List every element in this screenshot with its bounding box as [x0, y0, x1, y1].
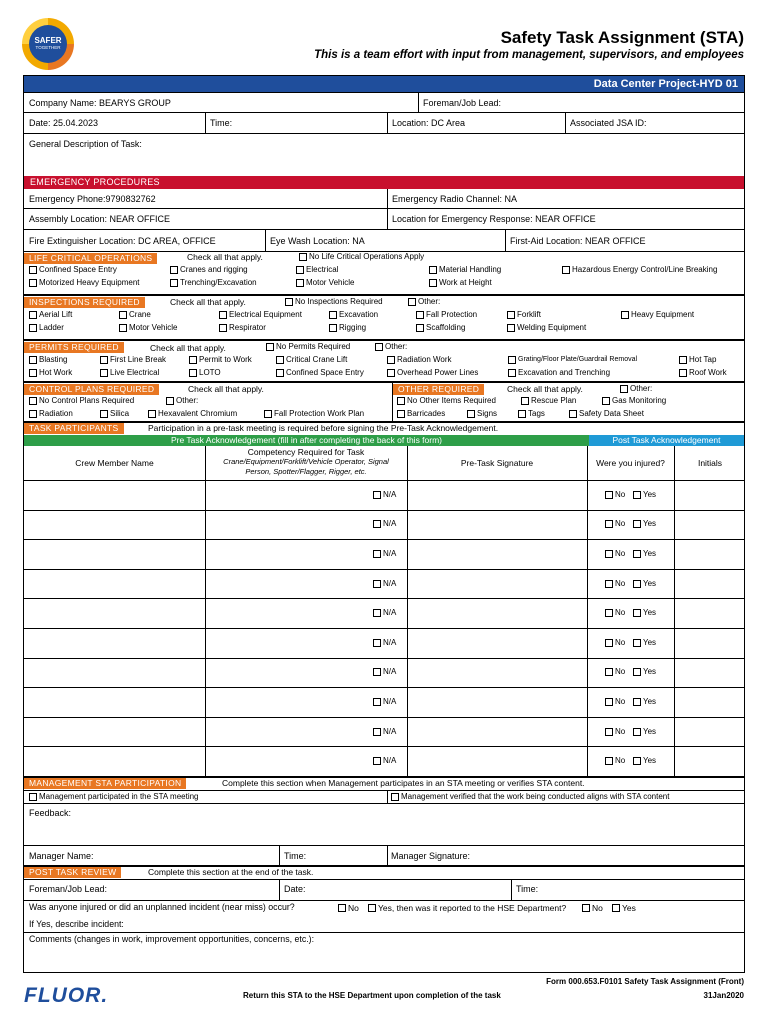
- trenching-excavation-checkbox[interactable]: Trenching/Excavation: [170, 278, 257, 288]
- reported-no-checkbox[interactable]: No: [582, 903, 603, 913]
- permits-header: PERMITS REQUIRED: [24, 342, 124, 353]
- task-participants-instruction: Participation in a pre-task meeting is required before signing the Pre-Task Acknowledgement.: [148, 423, 499, 433]
- post-task-review-instruction: Complete this section at the end of the task.: [148, 867, 314, 877]
- competency-na-checkbox[interactable]: N/A: [373, 608, 396, 618]
- logo-text: SAFER: [34, 36, 62, 46]
- loto-checkbox[interactable]: LOTO: [189, 368, 221, 378]
- scaffolding-checkbox[interactable]: Scaffolding: [416, 323, 465, 333]
- respirator-checkbox[interactable]: Respirator: [219, 323, 266, 333]
- manager-signature-field[interactable]: Manager Signature:: [391, 851, 471, 861]
- fluor-logo: FLUOR.: [24, 984, 109, 1007]
- injured-yes-checkbox[interactable]: Yes: [633, 608, 656, 618]
- fire-extinguisher-location-field[interactable]: Fire Extinguisher Location: DC AREA, OFFICE: [29, 235, 216, 246]
- inspections-header: INSPECTIONS REQUIRED: [24, 297, 145, 308]
- col-competency-title: Competency Required for Task: [247, 447, 365, 457]
- radiation-plan-checkbox[interactable]: Radiation: [29, 409, 73, 419]
- injured-no-checkbox[interactable]: No: [605, 519, 625, 529]
- welding-equipment-checkbox[interactable]: Welding Equipment: [507, 323, 586, 333]
- injured-no-checkbox[interactable]: No: [605, 490, 625, 500]
- incident-no-checkbox[interactable]: No: [338, 903, 359, 913]
- initials-cell[interactable]: [674, 539, 746, 569]
- injured-no-checkbox[interactable]: No: [605, 756, 625, 766]
- material-handling-checkbox[interactable]: Material Handling: [429, 265, 501, 275]
- page-title: Safety Task Assignment (STA): [500, 28, 744, 47]
- inspections-instruction: Check all that apply.: [170, 297, 246, 307]
- manager-time-field[interactable]: Time:: [284, 851, 307, 861]
- competency-na-checkbox[interactable]: N/A: [373, 638, 396, 648]
- first-line-break-checkbox[interactable]: First Line Break: [100, 355, 166, 365]
- signs-checkbox[interactable]: Signs: [467, 409, 497, 419]
- motor-vehicle-inspection-checkbox[interactable]: Motor Vehicle: [119, 323, 177, 333]
- col-initials: Initials: [697, 458, 723, 468]
- heavy-equipment-checkbox[interactable]: Heavy Equipment: [621, 310, 694, 320]
- ladder-checkbox[interactable]: Ladder: [29, 323, 64, 333]
- date-field[interactable]: Date: 25.04.2023: [29, 118, 99, 128]
- injured-yes-checkbox[interactable]: Yes: [633, 697, 656, 707]
- post-foreman-field[interactable]: Foreman/Job Lead:: [29, 884, 108, 894]
- manager-name-field[interactable]: Manager Name:: [29, 851, 94, 861]
- fall-protection-checkbox[interactable]: Fall Protection: [416, 310, 477, 320]
- no-control-plans-checkbox[interactable]: No Control Plans Required: [29, 396, 134, 406]
- safer-together-logo: [22, 18, 74, 70]
- motorized-heavy-equipment-checkbox[interactable]: Motorized Heavy Equipment: [29, 278, 140, 288]
- injured-yes-checkbox[interactable]: Yes: [633, 519, 656, 529]
- jsa-id-field[interactable]: Associated JSA ID:: [570, 118, 647, 128]
- general-description-field[interactable]: General Description of Task:: [29, 139, 142, 149]
- other-required-instruction: Check all that apply.: [507, 384, 583, 394]
- crew-name-cell[interactable]: [24, 598, 205, 628]
- pre-task-signature-cell[interactable]: [407, 717, 587, 747]
- rescue-plan-checkbox[interactable]: Rescue Plan: [521, 396, 576, 406]
- injured-no-checkbox[interactable]: No: [605, 608, 625, 618]
- confined-space-permit-checkbox[interactable]: Confined Space Entry: [276, 368, 364, 378]
- gas-monitoring-checkbox[interactable]: Gas Monitoring: [602, 396, 666, 406]
- excavation-trenching-checkbox[interactable]: Excavation and Trenching: [508, 368, 610, 378]
- crew-name-cell[interactable]: [24, 510, 205, 540]
- radio-channel-field[interactable]: Emergency Radio Channel: NA: [392, 193, 518, 204]
- other-required-header: OTHER REQUIRED: [393, 384, 484, 395]
- management-instruction: Complete this section when Management participates in an STA meeting or verifies STA content.: [222, 778, 585, 788]
- initials-cell[interactable]: [674, 628, 746, 658]
- incident-yes-checkbox[interactable]: Yes, then was it reported to the HSE Department?: [368, 903, 566, 913]
- management-verified-checkbox[interactable]: Management verified that the work being conducted aligns with STA content: [391, 792, 669, 802]
- fall-protection-plan-checkbox[interactable]: Fall Protection Work Plan: [264, 409, 364, 419]
- crew-name-cell[interactable]: [24, 746, 205, 776]
- col-injured: Were you injured?: [596, 458, 665, 468]
- permits-instruction: Check all that apply.: [150, 343, 226, 353]
- pre-task-ack-bar: Pre Task Acknowledgement (fill in after completing the back of this form): [24, 435, 589, 446]
- barricades-checkbox[interactable]: Barricades: [397, 409, 445, 419]
- control-plans-instruction: Check all that apply.: [188, 384, 264, 394]
- radiation-work-checkbox[interactable]: Radiation Work: [387, 355, 452, 365]
- crew-table: [24, 446, 744, 776]
- pre-task-signature-cell[interactable]: [407, 598, 587, 628]
- management-header: MANAGEMENT STA PARTICIPATION: [24, 778, 186, 789]
- injured-yes-checkbox[interactable]: Yes: [633, 490, 656, 500]
- injured-no-checkbox[interactable]: No: [605, 579, 625, 589]
- control-plans-header: CONTROL PLANS REQUIRED: [24, 384, 159, 395]
- injured-no-checkbox[interactable]: No: [605, 549, 625, 559]
- post-task-ack-bar: Post Task Acknowledgement: [589, 435, 744, 446]
- pre-task-signature-cell[interactable]: [407, 746, 587, 776]
- no-permits-checkbox[interactable]: No Permits Required: [266, 342, 350, 352]
- injured-no-checkbox[interactable]: No: [605, 638, 625, 648]
- competency-na-checkbox[interactable]: N/A: [373, 579, 396, 589]
- time-field[interactable]: Time:: [210, 118, 233, 128]
- hexavalent-chromium-checkbox[interactable]: Hexavalent Chromium: [148, 409, 237, 419]
- pre-task-signature-cell[interactable]: [407, 628, 587, 658]
- location-field[interactable]: Location: DC Area: [392, 118, 466, 128]
- crew-name-cell[interactable]: [24, 480, 205, 510]
- inspections-other-checkbox[interactable]: Other:: [408, 297, 440, 307]
- crew-name-cell[interactable]: [24, 687, 205, 717]
- pre-task-signature-cell[interactable]: [407, 569, 587, 599]
- crane-checkbox[interactable]: Crane: [119, 310, 151, 320]
- task-participants-header: TASK PARTICIPANTS: [24, 423, 124, 434]
- other-required-other-checkbox[interactable]: Other:: [620, 384, 652, 394]
- blasting-checkbox[interactable]: Blasting: [29, 355, 67, 365]
- emergency-response-location-field[interactable]: Location for Emergency Response: NEAR OFFICE: [392, 214, 596, 224]
- hazardous-energy-checkbox[interactable]: Hazardous Energy Control/Line Breaking: [562, 265, 717, 275]
- injured-yes-checkbox[interactable]: Yes: [633, 727, 656, 737]
- competency-na-checkbox[interactable]: N/A: [373, 727, 396, 737]
- confined-space-checkbox[interactable]: Confined Space Entry: [29, 265, 117, 275]
- initials-cell[interactable]: [674, 569, 746, 599]
- form-id: Form 000.653.F0101 Safety Task Assignment (Front): [546, 977, 744, 986]
- pre-task-signature-cell[interactable]: [407, 658, 587, 688]
- injured-no-checkbox[interactable]: No: [605, 697, 625, 707]
- crew-name-cell[interactable]: [24, 628, 205, 658]
- life-critical-header: LIFE CRITICAL OPERATIONS: [24, 253, 157, 264]
- injured-yes-checkbox[interactable]: Yes: [633, 579, 656, 589]
- excavation-checkbox[interactable]: Excavation: [329, 310, 378, 320]
- silica-checkbox[interactable]: Silica: [100, 409, 129, 419]
- crew-name-cell[interactable]: [24, 717, 205, 747]
- injured-yes-checkbox[interactable]: Yes: [633, 667, 656, 677]
- competency-na-checkbox[interactable]: N/A: [373, 549, 396, 559]
- control-plans-other-checkbox[interactable]: Other:: [166, 396, 198, 406]
- aerial-lift-checkbox[interactable]: Aerial Lift: [29, 310, 72, 320]
- pre-task-signature-cell[interactable]: [407, 510, 587, 540]
- form-date: 31Jan2020: [703, 991, 744, 1000]
- feedback-field[interactable]: Feedback:: [29, 808, 72, 818]
- incident-question: Was anyone injured or did an unplanned incident (near miss) occur?: [29, 902, 295, 912]
- safety-data-sheet-checkbox[interactable]: Safety Data Sheet: [569, 409, 644, 419]
- electrical-equipment-checkbox[interactable]: Electrical Equipment: [219, 310, 302, 320]
- company-name-field[interactable]: Company Name: BEARYS GROUP: [29, 97, 171, 108]
- initials-cell[interactable]: [674, 480, 746, 510]
- initials-cell[interactable]: [674, 687, 746, 717]
- injured-no-checkbox[interactable]: No: [605, 667, 625, 677]
- no-other-items-checkbox[interactable]: No Other Items Required: [397, 396, 496, 406]
- injured-yes-checkbox[interactable]: Yes: [633, 549, 656, 559]
- initials-cell[interactable]: [674, 717, 746, 747]
- competency-na-checkbox[interactable]: N/A: [373, 519, 396, 529]
- project-bar: Data Center Project-HYD 01: [24, 76, 744, 92]
- post-date-field[interactable]: Date:: [284, 884, 306, 894]
- pre-task-signature-cell[interactable]: [407, 480, 587, 510]
- return-note: Return this STA to the HSE Department upon completion of the task: [243, 991, 501, 1000]
- injured-yes-checkbox[interactable]: Yes: [633, 638, 656, 648]
- electrical-checkbox[interactable]: Electrical: [296, 265, 338, 275]
- work-at-height-checkbox[interactable]: Work at Height: [429, 278, 492, 288]
- no-life-critical-checkbox[interactable]: No Life Critical Operations Apply: [299, 252, 424, 262]
- comments-field[interactable]: Comments (changes in work, improvement opportunities, concerns, etc.):: [29, 934, 315, 944]
- post-task-review-header: POST TASK REVIEW: [24, 867, 121, 878]
- page-subtitle: This is a team effort with input from management, supervisors, and employees: [314, 49, 744, 61]
- sta-form: [23, 75, 745, 973]
- motor-vehicle-checkbox[interactable]: Motor Vehicle: [296, 278, 354, 288]
- pre-task-signature-cell[interactable]: [407, 687, 587, 717]
- overhead-power-lines-checkbox[interactable]: Overhead Power Lines: [387, 368, 478, 378]
- initials-cell[interactable]: [674, 510, 746, 540]
- post-time-field[interactable]: Time:: [516, 884, 539, 894]
- competency-na-checkbox[interactable]: N/A: [373, 667, 396, 677]
- col-competency-detail: Crane/Equipment/Forklift/Vehicle Operator, Signal Person, Spotter/Flagger, Rigger, etc.: [223, 457, 389, 476]
- describe-incident-field[interactable]: If Yes, describe incident:: [29, 919, 124, 929]
- forklift-checkbox[interactable]: Forklift: [507, 310, 541, 320]
- assembly-location-field[interactable]: Assembly Location: NEAR OFFICE: [29, 214, 171, 224]
- crew-name-cell[interactable]: [24, 539, 205, 569]
- permits-other-checkbox[interactable]: Other:: [375, 342, 407, 352]
- logo-subtext: TOGETHER: [35, 45, 61, 51]
- live-electrical-checkbox[interactable]: Live Electrical: [100, 368, 159, 378]
- grating-removal-checkbox[interactable]: Grating/Floor Plate/Guardrail Removal: [508, 355, 637, 365]
- emergency-phone-field[interactable]: Emergency Phone:9790832762: [29, 193, 156, 204]
- competency-na-checkbox[interactable]: N/A: [373, 697, 396, 707]
- col-signature: Pre-Task Signature: [460, 458, 534, 468]
- life-critical-instruction: Check all that apply.: [187, 252, 263, 262]
- hot-tap-checkbox[interactable]: Hot Tap: [679, 355, 716, 365]
- initials-cell[interactable]: [674, 598, 746, 628]
- first-aid-location-field[interactable]: First-Aid Location: NEAR OFFICE: [510, 235, 646, 246]
- critical-crane-lift-checkbox[interactable]: Critical Crane Lift: [276, 355, 347, 365]
- management-participated-checkbox[interactable]: Management participated in the STA meeting: [29, 792, 199, 802]
- competency-na-checkbox[interactable]: N/A: [373, 490, 396, 500]
- no-inspections-checkbox[interactable]: No Inspections Required: [285, 297, 383, 307]
- reported-yes-checkbox[interactable]: Yes: [612, 903, 636, 913]
- initials-cell[interactable]: [674, 658, 746, 688]
- crew-name-cell[interactable]: [24, 569, 205, 599]
- initials-cell[interactable]: [674, 746, 746, 776]
- emergency-procedures-header: EMERGENCY PROCEDURES: [24, 176, 744, 189]
- hot-work-checkbox[interactable]: Hot Work: [29, 368, 72, 378]
- tags-checkbox[interactable]: Tags: [518, 409, 545, 419]
- cranes-rigging-checkbox[interactable]: Cranes and rigging: [170, 265, 248, 275]
- crew-name-cell[interactable]: [24, 658, 205, 688]
- permit-to-work-checkbox[interactable]: Permit to Work: [189, 355, 252, 365]
- eye-wash-location-field[interactable]: Eye Wash Location: NA: [270, 235, 365, 246]
- col-crew-name: Crew Member Name: [75, 458, 154, 468]
- pre-task-signature-cell[interactable]: [407, 539, 587, 569]
- injured-no-checkbox[interactable]: No: [605, 727, 625, 737]
- competency-na-checkbox[interactable]: N/A: [373, 756, 396, 766]
- foreman-field[interactable]: Foreman/Job Lead:: [423, 97, 502, 108]
- roof-work-checkbox[interactable]: Roof Work: [679, 368, 727, 378]
- injured-yes-checkbox[interactable]: Yes: [633, 756, 656, 766]
- rigging-checkbox[interactable]: Rigging: [329, 323, 366, 333]
